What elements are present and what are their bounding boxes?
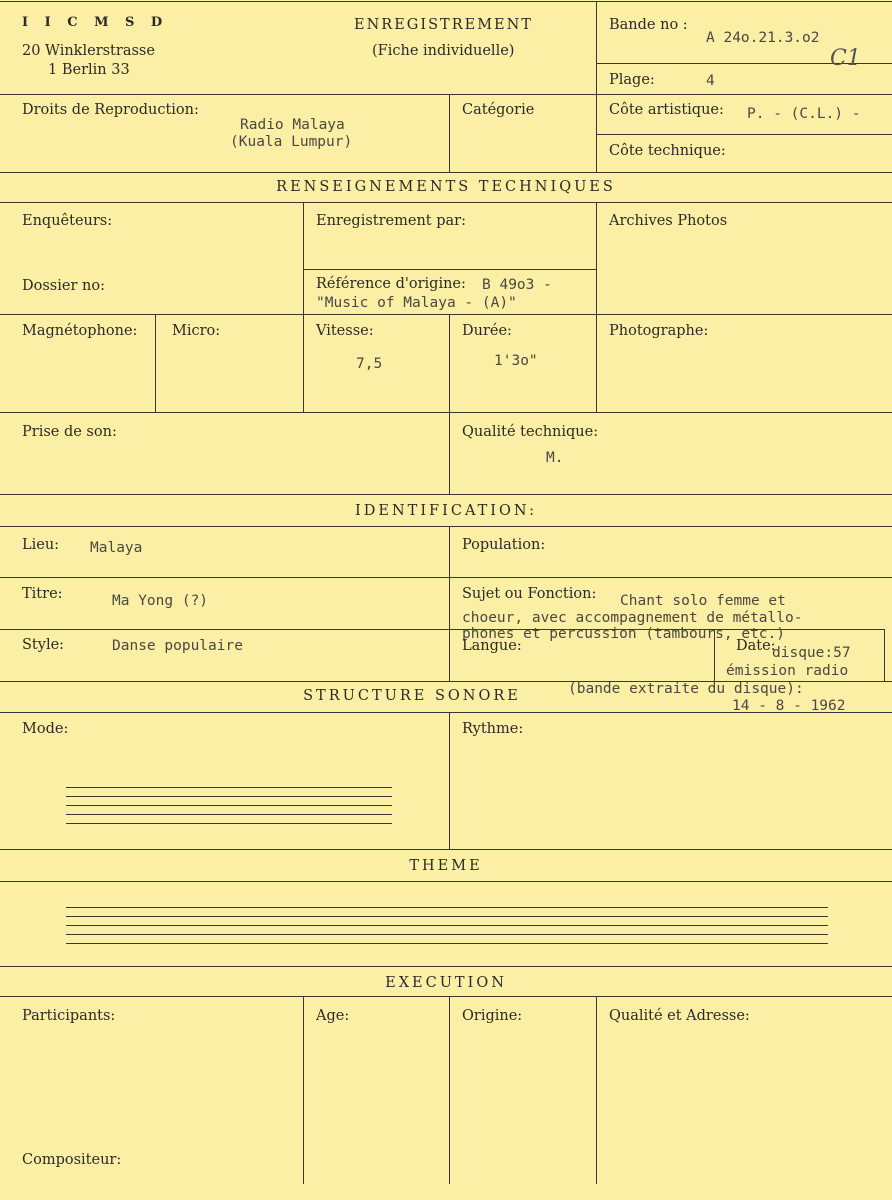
micro-label: Micro: — [172, 323, 221, 339]
rule — [449, 996, 450, 1184]
participants-label: Participants: — [22, 1008, 116, 1024]
staff-line — [66, 943, 828, 944]
rule — [596, 134, 892, 135]
staff-line — [66, 796, 392, 797]
duree-value: 1'3o" — [494, 353, 538, 369]
qualite-technique-value: M. — [546, 450, 564, 466]
archives-photos-label: Archives Photos — [609, 213, 728, 229]
staff-line — [66, 787, 392, 788]
style-label: Style: — [22, 637, 65, 653]
rule — [596, 94, 597, 172]
sujet-value-3: phones et percussion (tambours, etc.) — [462, 626, 786, 642]
rule — [303, 996, 304, 1184]
cote-technique-label: Côte technique: — [609, 143, 726, 159]
staff-line — [66, 907, 828, 908]
staff-line — [66, 823, 392, 824]
staff-line — [66, 805, 392, 806]
duree-label: Durée: — [462, 323, 512, 339]
rule — [0, 966, 892, 967]
address-line-1: 20 Winklerstrasse — [22, 43, 155, 59]
rule — [0, 1, 892, 2]
photographe-label: Photographe: — [609, 323, 709, 339]
rule — [0, 996, 892, 997]
section-execution: EXECUTION — [385, 975, 507, 991]
bande-handwritten: C1 — [830, 46, 861, 71]
reference-value-2: "Music of Malaya - (A)" — [316, 295, 517, 311]
rule — [449, 412, 450, 494]
rule — [0, 314, 892, 315]
enregistrement-par-label: Enregistrement par: — [316, 213, 466, 229]
qualite-adresse-label: Qualité et Adresse: — [609, 1008, 750, 1024]
address-line-2: 1 Berlin 33 — [48, 62, 130, 78]
sujet-label: Sujet ou Fonction: — [462, 586, 597, 602]
date-value-day: 14 - 8 - 1962 — [732, 698, 846, 714]
age-label: Age: — [316, 1008, 350, 1024]
style-value: Danse populaire — [112, 638, 243, 654]
magnetophone-label: Magnétophone: — [22, 323, 138, 339]
droits-label: Droits de Reproduction: — [22, 102, 199, 118]
section-identification: IDENTIFICATION: — [355, 503, 537, 519]
rule — [303, 202, 304, 412]
section-theme: THEME — [409, 858, 483, 874]
plage-value: 4 — [706, 73, 715, 89]
lieu-value: Malaya — [90, 540, 143, 556]
cote-artistique-value: P. - (C.L.) - — [747, 106, 861, 122]
rule — [449, 712, 450, 849]
rule — [884, 629, 885, 681]
staff-line — [66, 934, 828, 935]
rule — [449, 526, 450, 681]
date-value-bande: (bande extraite du disque): — [568, 681, 804, 697]
droits-value-2: (Kuala Lumpur) — [230, 134, 353, 150]
staff-line — [66, 925, 828, 926]
rule — [0, 881, 892, 882]
rule — [303, 269, 596, 270]
org-name: I I C M S D — [22, 15, 169, 30]
rule — [596, 996, 597, 1184]
rule — [0, 94, 892, 95]
section-renseignements-techniques: RENSEIGNEMENTS TECHNIQUES — [276, 179, 616, 195]
prise-de-son-label: Prise de son: — [22, 424, 117, 440]
form-subtitle: (Fiche individuelle) — [372, 43, 515, 59]
mode-label: Mode: — [22, 721, 69, 737]
date-value-emission: émission radio — [726, 663, 849, 679]
rule — [0, 577, 892, 578]
plage-label: Plage: — [609, 72, 655, 88]
origine-label: Origine: — [462, 1008, 523, 1024]
vitesse-value: 7,5 — [356, 356, 383, 372]
sujet-value-1: Chant solo femme et — [620, 593, 786, 609]
droits-value-1: Radio Malaya — [240, 117, 345, 133]
rule — [155, 314, 156, 412]
langue-label: Langue: — [462, 638, 522, 654]
titre-label: Titre: — [22, 586, 63, 602]
form-title: ENREGISTREMENT — [354, 17, 533, 33]
rule — [0, 526, 892, 527]
lieu-label: Lieu: — [22, 537, 60, 553]
population-label: Population: — [462, 537, 546, 553]
bande-value: A 24o.21.3.o2 — [706, 30, 820, 46]
rule — [0, 849, 892, 850]
reference-label: Référence d'origine: — [316, 276, 466, 292]
cote-artistique-label: Côte artistique: — [609, 102, 724, 118]
bande-label: Bande no : — [609, 17, 688, 33]
qualite-technique-label: Qualité technique: — [462, 424, 599, 440]
rythme-label: Rythme: — [462, 721, 524, 737]
enqueteurs-label: Enquêteurs: — [22, 213, 113, 229]
rule — [596, 1, 597, 94]
rule — [596, 202, 597, 412]
vitesse-label: Vitesse: — [316, 323, 374, 339]
titre-value: Ma Yong (?) — [112, 593, 209, 609]
categorie-label: Catégorie — [462, 102, 535, 118]
staff-line — [66, 814, 392, 815]
rule — [0, 202, 892, 203]
sujet-value-2: choeur, avec accompagnement de métallo- — [462, 610, 803, 626]
rule — [449, 94, 450, 172]
date-value-disque: disque:57 — [772, 645, 851, 661]
rule — [0, 494, 892, 495]
dossier-label: Dossier no: — [22, 278, 105, 294]
date-label: Date: — [736, 638, 776, 654]
rule — [0, 412, 892, 413]
rule — [0, 172, 892, 173]
structure-sonore-title: STRUCTURE SONORE — [303, 688, 521, 704]
reference-value-1: B 49o3 - — [482, 277, 552, 293]
compositeur-label: Compositeur: — [22, 1152, 122, 1168]
rule — [449, 314, 450, 412]
staff-line — [66, 916, 828, 917]
